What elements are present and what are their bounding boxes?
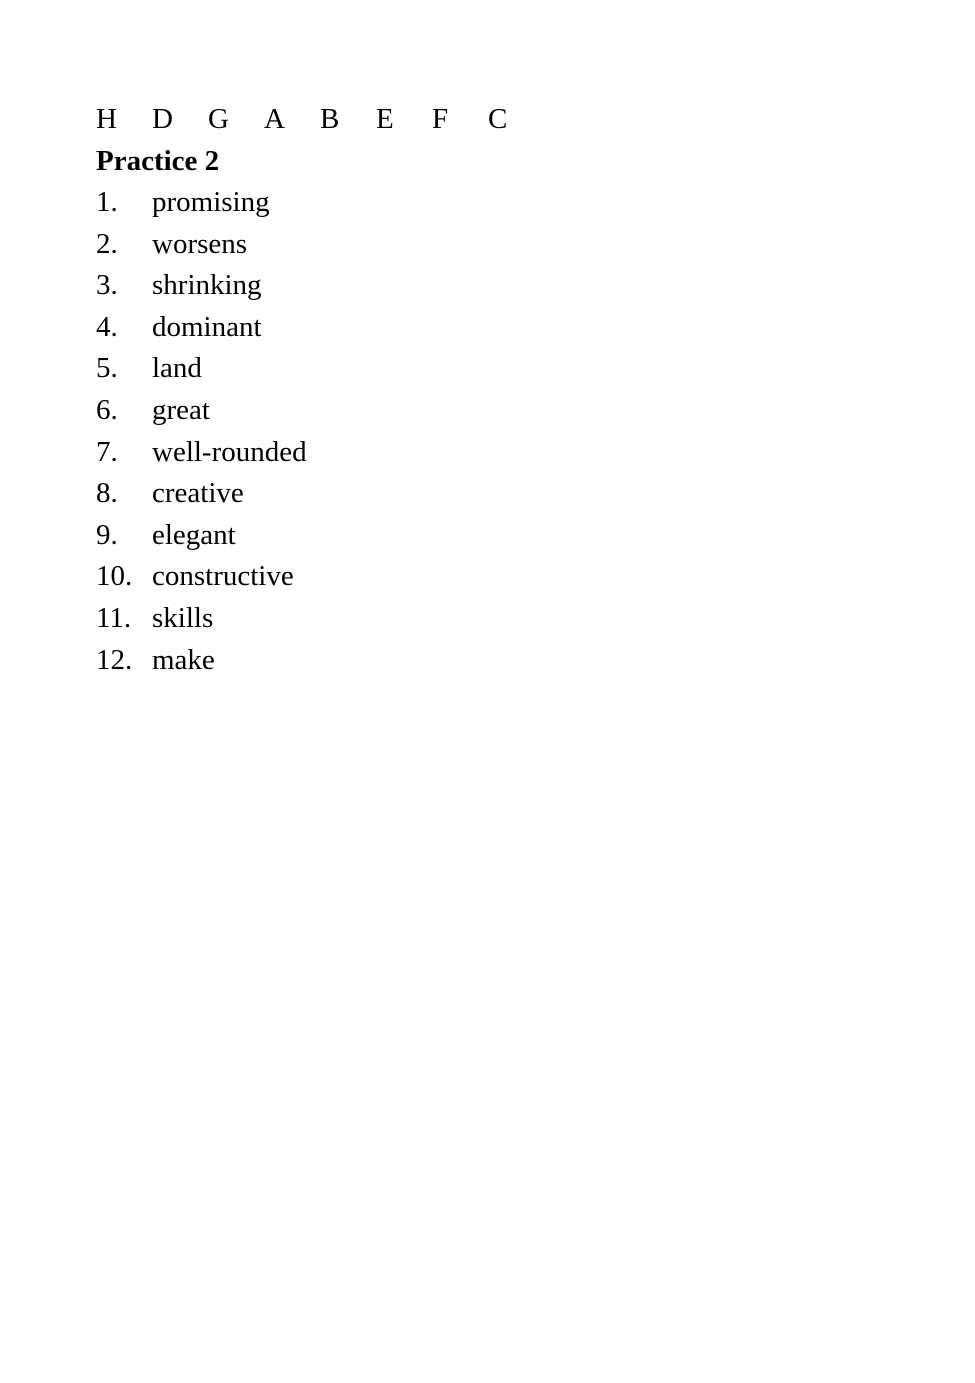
letter-answer: C (488, 103, 508, 135)
item-word: creative (152, 477, 244, 510)
list-item (96, 473, 307, 515)
list-item (96, 515, 307, 557)
item-number: 1. (96, 186, 118, 218)
item-word: promising (152, 186, 270, 218)
item-word: elegant (152, 518, 236, 551)
item-word: make (152, 643, 215, 676)
list-item (96, 432, 307, 474)
item-word: dominant (152, 310, 262, 343)
item-number: 11. (96, 601, 132, 634)
item-word: well-rounded (152, 435, 307, 468)
item-word: shrinking (152, 269, 262, 302)
list-item (96, 265, 307, 307)
letter-answer: H (96, 103, 117, 135)
item-number: 2. (96, 227, 118, 260)
item-number: 4. (96, 310, 118, 343)
letter-answer: D (152, 103, 173, 135)
list-item (96, 640, 307, 682)
list-item (96, 182, 307, 224)
section-heading: Practice 2 (96, 145, 220, 177)
item-number: 12. (96, 643, 133, 676)
letter-answer: E (376, 103, 394, 135)
item-number: 3. (96, 269, 118, 302)
item-word: land (152, 352, 202, 385)
item-word: skills (152, 601, 214, 634)
list-item (96, 390, 307, 432)
letter-answer-row (96, 99, 544, 139)
list-item (96, 556, 307, 598)
list-item (96, 348, 307, 390)
letter-answer: B (320, 103, 340, 135)
item-number: 5. (96, 352, 118, 385)
letter-answer: A (264, 103, 285, 135)
list-item (96, 224, 307, 266)
letter-answer: F (432, 103, 449, 135)
item-word: constructive (152, 560, 294, 593)
list-item (96, 598, 307, 640)
item-number: 6. (96, 393, 118, 426)
item-word: worsens (152, 227, 248, 260)
list-item (96, 307, 307, 349)
item-number: 8. (96, 477, 118, 510)
item-number: 7. (96, 435, 118, 468)
answer-list (96, 182, 307, 681)
item-number: 10. (96, 560, 133, 593)
item-word: great (152, 393, 210, 426)
letter-answer: G (208, 103, 229, 135)
item-number: 9. (96, 518, 118, 551)
